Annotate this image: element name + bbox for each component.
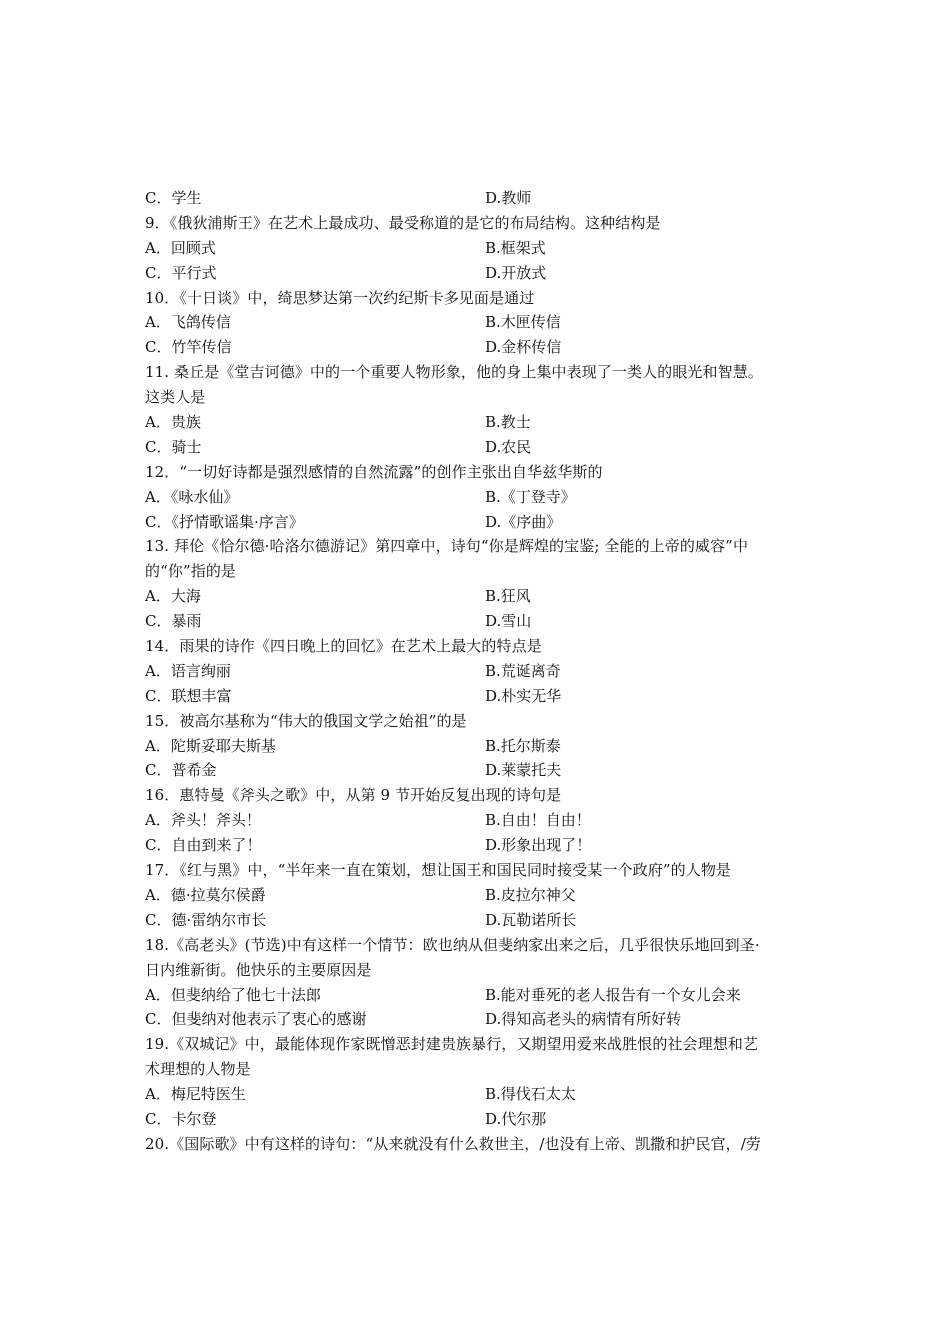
option-row bbox=[145, 310, 815, 335]
option-left: A．德·拉莫尔侯爵 bbox=[145, 885, 266, 904]
question-text: 17．《红与黑》中，“半年来一直在策划，想让国王和国民同时接受某一个政府”的人物是 bbox=[145, 861, 732, 880]
option-row bbox=[145, 659, 815, 684]
option-row bbox=[145, 908, 815, 933]
question-text: 这类人是 bbox=[145, 388, 206, 407]
exam-page bbox=[145, 186, 815, 1157]
option-left: C．学生 bbox=[145, 189, 202, 207]
question-text: 的“你”指的是 bbox=[145, 562, 237, 581]
option-right: D.开放式 bbox=[485, 263, 547, 282]
option-row bbox=[145, 1107, 815, 1132]
option-right: D.莱蒙托夫 bbox=[485, 761, 562, 780]
option-left: C．竹竿传信 bbox=[145, 338, 232, 357]
question-text: 13. 拜伦《恰尔德·哈洛尔德游记》第四章中，诗句“你是辉煌的宝鉴; 全能的上帝的威容”中 bbox=[145, 537, 749, 556]
option-left: C．联想丰富 bbox=[145, 686, 232, 705]
option-right: B.教士 bbox=[485, 413, 531, 432]
option-right: D.代尔那 bbox=[485, 1109, 547, 1128]
option-right: B.荒诞离奇 bbox=[485, 661, 561, 680]
option-left: A．贵族 bbox=[145, 413, 201, 432]
question-text: 15．被高尔基称为“伟大的俄国文学之始祖”的是 bbox=[145, 711, 467, 730]
option-right: D.《序曲》 bbox=[485, 512, 562, 531]
question-text: 20.《国际歌》中有这样的诗句：“从来就没有什么救世主，/也没有上帝、凯撒和护民官，/劳 bbox=[145, 1134, 762, 1153]
option-left: A．《咏水仙》 bbox=[145, 487, 239, 506]
option-left: A．但斐纳给了他七十法郎 bbox=[145, 985, 321, 1004]
option-right: D.得知高老头的病情有所好转 bbox=[485, 1010, 682, 1029]
option-right: B.框架式 bbox=[485, 238, 546, 257]
question-text: 19.《双城记》中，最能体现作家既憎恶封建贵族暴行，又期望用爱来战胜恨的社会理想和艺 bbox=[145, 1035, 759, 1054]
option-row bbox=[145, 485, 815, 510]
question-text: 日内维新街。他快乐的主要原因是 bbox=[145, 960, 372, 979]
option-right: B.皮拉尔神父 bbox=[485, 885, 576, 904]
option-left: A．斧头！斧头！ bbox=[145, 811, 261, 830]
option-right: B.托尔斯泰 bbox=[485, 736, 561, 755]
option-row bbox=[145, 734, 815, 759]
option-right: B.狂风 bbox=[485, 587, 531, 606]
option-left: A．陀斯妥耶夫斯基 bbox=[145, 736, 276, 755]
option-left: C．平行式 bbox=[145, 263, 217, 282]
option-left: A．飞鸽传信 bbox=[145, 313, 231, 332]
option-left: C．德·雷纳尔市长 bbox=[145, 910, 267, 929]
option-right: D.农民 bbox=[485, 437, 532, 456]
option-row bbox=[145, 410, 815, 435]
option-left: A．大海 bbox=[145, 587, 201, 606]
option-left: C．《抒情歌谣集·序言》 bbox=[145, 512, 304, 531]
question-text: 16．惠特曼《斧头之歌》中，从第 9 节开始反复出现的诗句是 bbox=[145, 786, 562, 805]
option-right: D.形象出现了！ bbox=[485, 836, 592, 855]
option-left: C．暴雨 bbox=[145, 612, 202, 631]
option-row bbox=[145, 684, 815, 709]
option-row bbox=[145, 335, 815, 360]
option-right: D.瓦勒诺所长 bbox=[485, 910, 577, 929]
option-right: D.朴实无华 bbox=[485, 686, 562, 705]
option-left: C．自由到来了！ bbox=[145, 836, 262, 855]
option-right: B.木匣传信 bbox=[485, 313, 561, 332]
option-row bbox=[145, 261, 815, 286]
question-text: 18.《高老头》(节选)中有这样一个情节：欧也纳从但斐纳家出来之后，几乎很快乐地回到圣· bbox=[145, 935, 760, 954]
option-row bbox=[145, 609, 815, 634]
option-right: B.《丁登寺》 bbox=[485, 487, 576, 506]
question-text: 9．《俄狄浦斯王》在艺术上最成功、最受称道的是它的布局结构。这种结构是 bbox=[145, 213, 661, 232]
option-right: B.得伐石太太 bbox=[485, 1085, 576, 1104]
option-left: C．普希金 bbox=[145, 761, 217, 780]
option-row bbox=[145, 584, 815, 609]
option-right: D.教师 bbox=[485, 189, 532, 207]
option-row bbox=[145, 1007, 815, 1032]
option-right: D.雪山 bbox=[485, 612, 532, 631]
option-row bbox=[145, 435, 815, 460]
option-row bbox=[145, 833, 815, 858]
option-row bbox=[145, 186, 815, 211]
question-text: 11. 桑丘是《堂吉诃德》中的一个重要人物形象，他的身上集中表现了一类人的眼光和智慧。 bbox=[145, 363, 763, 382]
option-right: D.金杯传信 bbox=[485, 338, 562, 357]
option-right: B.自由！自由！ bbox=[485, 811, 591, 830]
option-left: C．骑士 bbox=[145, 437, 202, 456]
question-text: 14．雨果的诗作《四日晚上的回忆》在艺术上最大的特点是 bbox=[145, 637, 542, 656]
option-left: A．回顾式 bbox=[145, 238, 216, 257]
question-text: 10．《十日谈》中，绮思梦达第一次约纪斯卡多见面是通过 bbox=[145, 288, 535, 307]
option-right: B.能对垂死的老人报告有一个女儿会来 bbox=[485, 985, 741, 1004]
option-row bbox=[145, 983, 815, 1008]
option-left: A．梅尼特医生 bbox=[145, 1085, 246, 1104]
option-row bbox=[145, 510, 815, 535]
question-text: 12．“一切好诗都是强烈感情的自然流露”的创作主张出自华兹华斯的 bbox=[145, 462, 603, 481]
option-left: C．但斐纳对他表示了衷心的感谢 bbox=[145, 1010, 367, 1029]
option-row bbox=[145, 236, 815, 261]
option-row bbox=[145, 808, 815, 833]
option-left: C．卡尔登 bbox=[145, 1109, 217, 1128]
option-left: A．语言绚丽 bbox=[145, 661, 231, 680]
question-text: 术理想的人物是 bbox=[145, 1060, 251, 1079]
option-row bbox=[145, 758, 815, 783]
option-row bbox=[145, 1082, 815, 1107]
option-row bbox=[145, 883, 815, 908]
